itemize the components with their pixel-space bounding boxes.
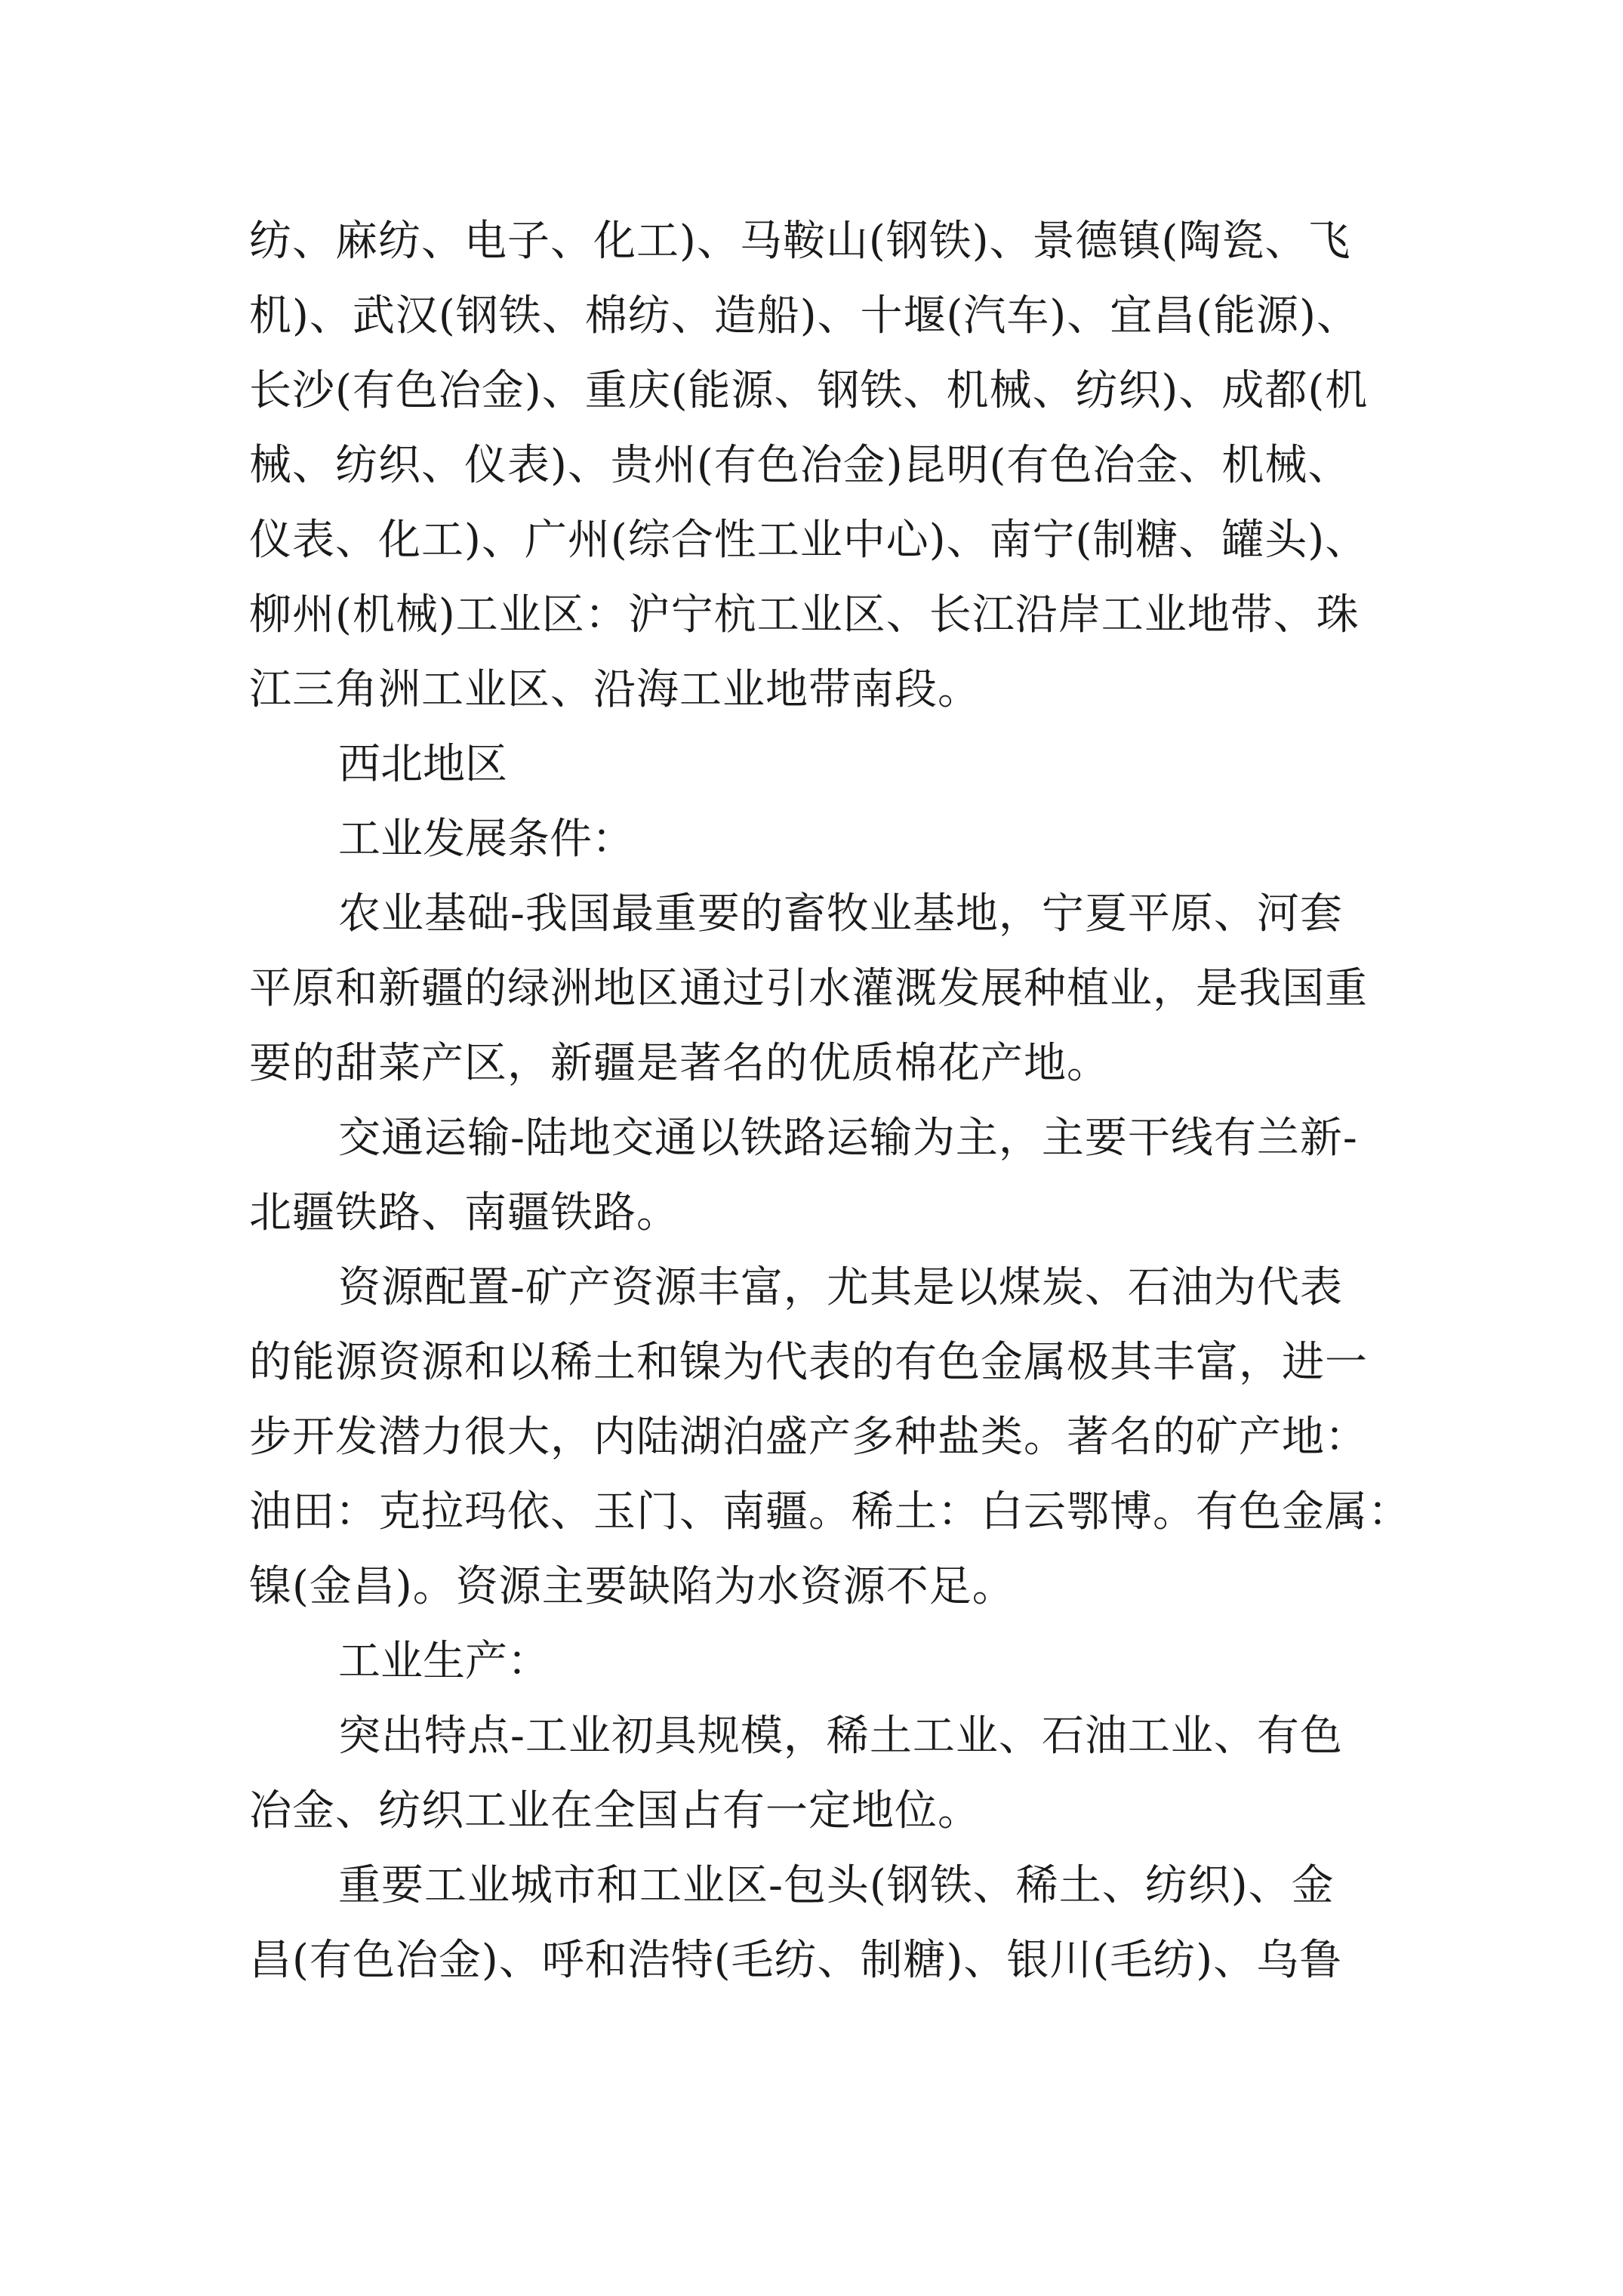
paragraph-cities: [249, 1848, 1404, 1998]
text-line: 突出特点-工业初具规模，稀土工业、石油工业、有色: [338, 1712, 1343, 1761]
text-line: 步开发潜力很大，内陆湖泊盛产多种盐类。著名的矿产地：: [249, 1413, 1368, 1462]
paragraph-agriculture: [249, 877, 1404, 1101]
text-line: 平原和新疆的绿洲地区通过引水灌溉发展种植业，是我国重: [249, 964, 1368, 1013]
text-line: 江三角洲工业区、沿海工业地带南段。: [249, 665, 981, 714]
text-line: 柳州(机械)工业区：沪宁杭工业区、长江沿岸工业地带、珠: [249, 590, 1360, 639]
paragraph-features: [249, 1699, 1404, 1848]
heading-text: 工业发展条件：: [338, 815, 634, 864]
subheading-production: [249, 1624, 1404, 1699]
text-line: 昌(有色冶金)、呼和浩特(毛纺、制糖)、银川(毛纺)、乌鲁: [249, 1936, 1343, 1985]
text-line: 的能源资源和以稀土和镍为代表的有色金属极其丰富，进一: [249, 1338, 1368, 1387]
subheading-conditions: [249, 802, 1404, 877]
text-line: 北疆铁路、南疆铁路。: [249, 1188, 679, 1237]
text-line: 农业基础-我国最重要的畜牧业基地，宁夏平原、河套: [338, 889, 1343, 938]
heading-text: 工业生产：: [338, 1637, 550, 1686]
document-body: [249, 204, 1411, 1998]
text-line: 镍(金昌)。资源主要缺陷为水资源不足。: [249, 1562, 1015, 1611]
text-line: 交通运输-陆地交通以铁路运输为主，主要干线有兰新-: [338, 1114, 1358, 1163]
heading-text: 西北地区: [338, 740, 507, 789]
text-line: 纺、麻纺、电子、化工)、马鞍山(钢铁)、景德镇(陶瓷、飞: [249, 217, 1351, 266]
paragraph-continuation: [249, 204, 1404, 727]
text-line: 冶金、纺织工业在全国占有一定地位。: [249, 1786, 981, 1835]
paragraph-transport: [249, 1101, 1404, 1250]
text-line: 机)、武汉(钢铁、棉纺、造船)、十堰(汽车)、宜昌(能源)、: [249, 291, 1360, 341]
text-line: 油田：克拉玛依、玉门、南疆。稀土：白云鄂博。有色金属：: [249, 1487, 1411, 1536]
text-line: 要的甜菜产区，新疆是著名的优质棉花产地。: [249, 1039, 1110, 1088]
paragraph-resources: [249, 1250, 1411, 1624]
section-heading-northwest: [249, 727, 1404, 802]
text-line: 重要工业城市和工业区-包头(钢铁、稀土、纺织)、金: [338, 1861, 1335, 1910]
text-line: 械、纺织、仪表)、贵州(有色冶金)昆明(有色冶金、机械、: [249, 441, 1351, 490]
text-line: 资源配置-矿产资源丰富，尤其是以煤炭、石油为代表: [338, 1263, 1343, 1312]
text-line: 仪表、化工)、广州(综合性工业中心)、南宁(制糖、罐头)、: [249, 516, 1369, 565]
text-line: 长沙(有色冶金)、重庆(能源、钢铁、机械、纺织)、成都(机: [249, 366, 1369, 415]
